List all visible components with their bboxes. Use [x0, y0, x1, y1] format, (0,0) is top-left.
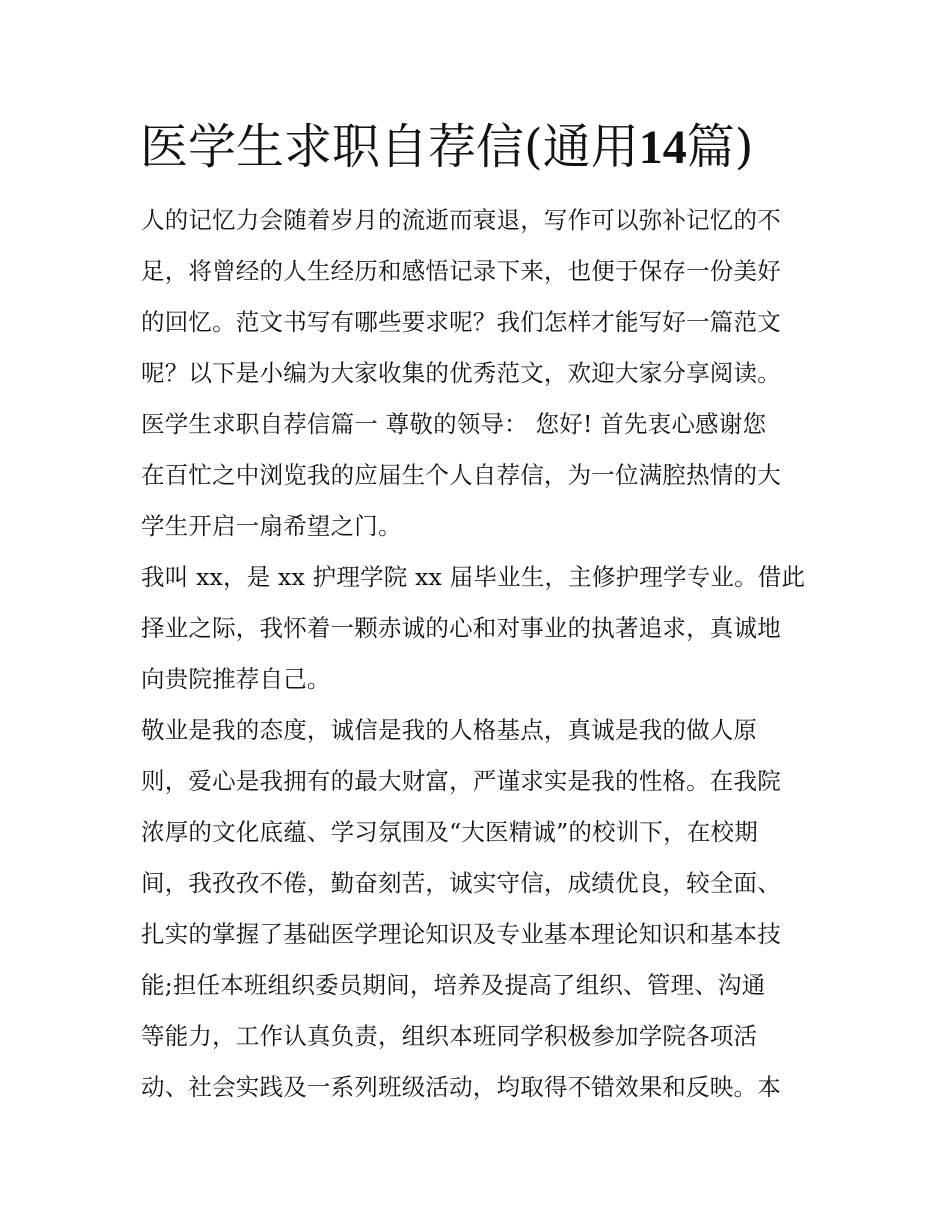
title-number: 14: [638, 121, 687, 174]
title-suffix: 篇): [686, 119, 754, 175]
body-line: 学生开启一扇希望之门。: [141, 512, 402, 540]
body-line: 浓厚的文化底蕴、学习氛围及“大医精诚”的校训下，在校期: [141, 818, 758, 846]
body-line: 足，将曾经的人生经历和感悟记录下来，也便于保存一份美好: [141, 257, 781, 285]
body-line: 人的记忆力会随着岁月的流逝而衰退，写作可以弥补记忆的不: [141, 206, 781, 234]
body-line: 我叫 xx，是 xx 护理学院 xx 届毕业生，主修护理学专业。借此: [141, 563, 806, 591]
body-line: 在百忙之中浏览我的应届生个人自荐信，为一位满腔热情的大: [141, 461, 781, 489]
body-line: 敬业是我的态度，诚信是我的人格基点，真诚是我的做人原: [141, 716, 758, 744]
body-line: 则，爱心是我拥有的最大财富，严谨求实是我的性格。在我院: [141, 767, 781, 795]
body-line: 医学生求职自荐信篇一 尊敬的领导： 您好! 首先衷心感谢您: [141, 410, 767, 438]
body-line: 能;担任本班组织委员期间，培养及提高了组织、管理、沟通: [141, 971, 766, 999]
document-title: [140, 112, 840, 182]
body-line: 的回忆。范文书写有哪些要求呢？我们怎样才能写好一篇范文: [141, 308, 781, 336]
body-line: 向贵院推荐自己。: [141, 665, 331, 693]
title-prefix: 医学生求职自荐信(通用: [140, 119, 639, 175]
body-line: 间，我孜孜不倦，勤奋刻苦，诚实守信，成绩优良，较全面、: [141, 869, 781, 897]
body-line: 等能力，工作认真负责，组织本班同学积极参加学院各项活: [141, 1022, 758, 1050]
body-line: 动、社会实践及一系列班级活动，均取得不错效果和反映。本: [141, 1073, 781, 1101]
body-line: 扎实的掌握了基础医学理论知识及专业基本理论知识和基本技: [141, 920, 781, 948]
body-line: 择业之际，我怀着一颗赤诚的心和对事业的执著追求，真诚地: [141, 614, 781, 642]
body-line: 呢？以下是小编为大家收集的优秀范文，欢迎大家分享阅读。: [141, 359, 781, 387]
